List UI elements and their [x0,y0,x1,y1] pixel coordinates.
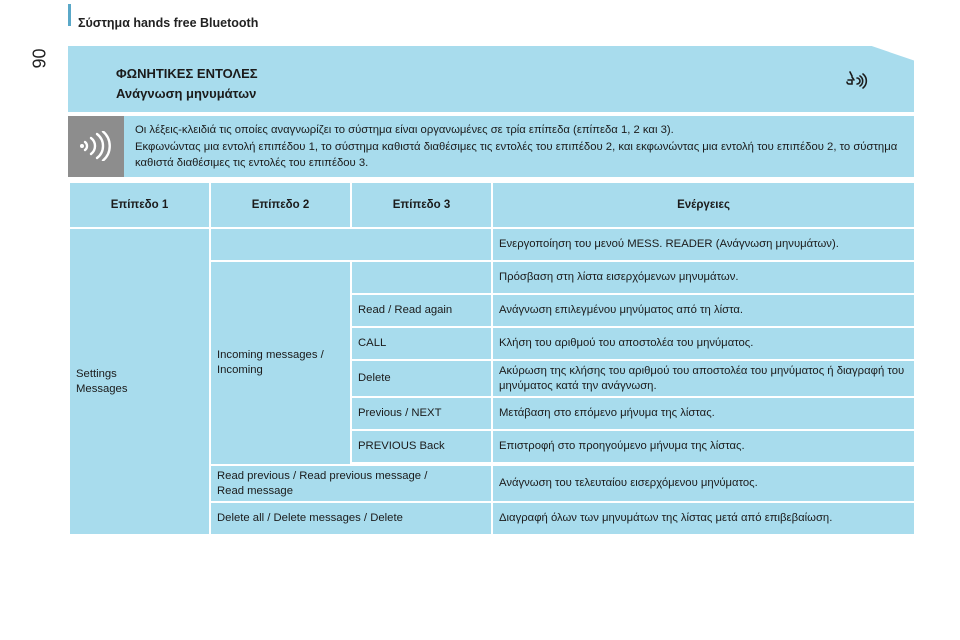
section-title: Σύστημα hands free Bluetooth [78,16,259,30]
action-cell: Επιστροφή στο προηγούμενο μήνυμα της λίστας. [493,431,914,462]
intro-line-1: Οι λέξεις-κλειδιά τις οποίες αναγνωρίζει το σύστημα είναι οργανωμένες σε τρία επίπεδα (επίπεδα 1, 2 και 3). [135,124,674,136]
action-cell: Κλήση του αριθμού του αποστολέα του μηνύματος. [493,328,914,359]
header-level-1: Επίπεδο 1 [70,183,209,227]
banner-title: ΦΩΝΗΤΙΚΕΣ ΕΝΤΟΛΕΣ [116,66,258,81]
level2-read-previous-cell: Read previous / Read previous message / Read message [211,466,491,501]
level3-cell: Delete [352,361,491,396]
table-header-row [70,183,914,227]
header-level-2: Επίπεδο 2 [211,183,350,227]
sound-waves-icon [80,131,112,161]
page-number: 90 [29,48,50,69]
level3-cell: PREVIOUS Back [352,431,491,462]
intro-panel [68,116,914,177]
level1-cell: Settings Messages [70,229,209,534]
level2-incoming-cell: Incoming messages / Incoming [211,262,350,464]
intro-icon-box [68,116,124,177]
action-cell: Μετάβαση στο επόμενο μήνυμα της λίστας. [493,398,914,429]
action-cell: Ανάγνωση του τελευταίου εισερχόμενου μηνύματος. [493,466,914,501]
page-number-wrap [28,48,52,78]
action-cell: Ανάγνωση επιλεγμένου μηνύματος από τη λίστα. [493,295,914,326]
action-cell: Διαγραφή όλων των μηνυμάτων της λίστας μετά από επιβεβαίωση. [493,503,914,534]
banner-subtitle: Ανάγνωση μηνυμάτων [116,86,257,101]
level3-cell: Previous / NEXT [352,398,491,429]
voice-commands-table [68,181,916,536]
voice-command-icon [843,66,871,94]
action-cell: Ακύρωση της κλήσης του αριθμού του αποστολέα του μηνύματος ή διαγραφή του μηνύματος κατά την ανάγνωση. [493,361,914,396]
level2-delete-all-cell: Delete all / Delete messages / Delete [211,503,491,534]
section-accent-bar [68,4,71,26]
header-level-3: Επίπεδο 3 [352,183,491,227]
action-cell: Ενεργοποίηση του μενού MESS. READER (Ανάγνωση μηνυμάτων). [493,229,914,260]
action-cell: Πρόσβαση στη λίστα εισερχόμενων μηνυμάτων. [493,262,914,293]
level3-cell: Read / Read again [352,295,491,326]
intro-text [135,122,905,172]
header-actions: Ενέργειες [493,183,914,227]
intro-line-2: Εκφωνώντας μια εντολή επιπέδου 1, το σύστημα καθιστά διαθέσιμες τις εντολές του επιπέδου 2, και εκφωνώντας μια εντολή του επιπέδου 2, το σύστημα καθιστά διαθέσιμες τις εντολές του επιπέδου 3. [135,140,898,169]
table-row [70,229,914,260]
level3-cell: CALL [352,328,491,359]
empty-cell [211,229,491,260]
empty-cell [352,262,491,293]
